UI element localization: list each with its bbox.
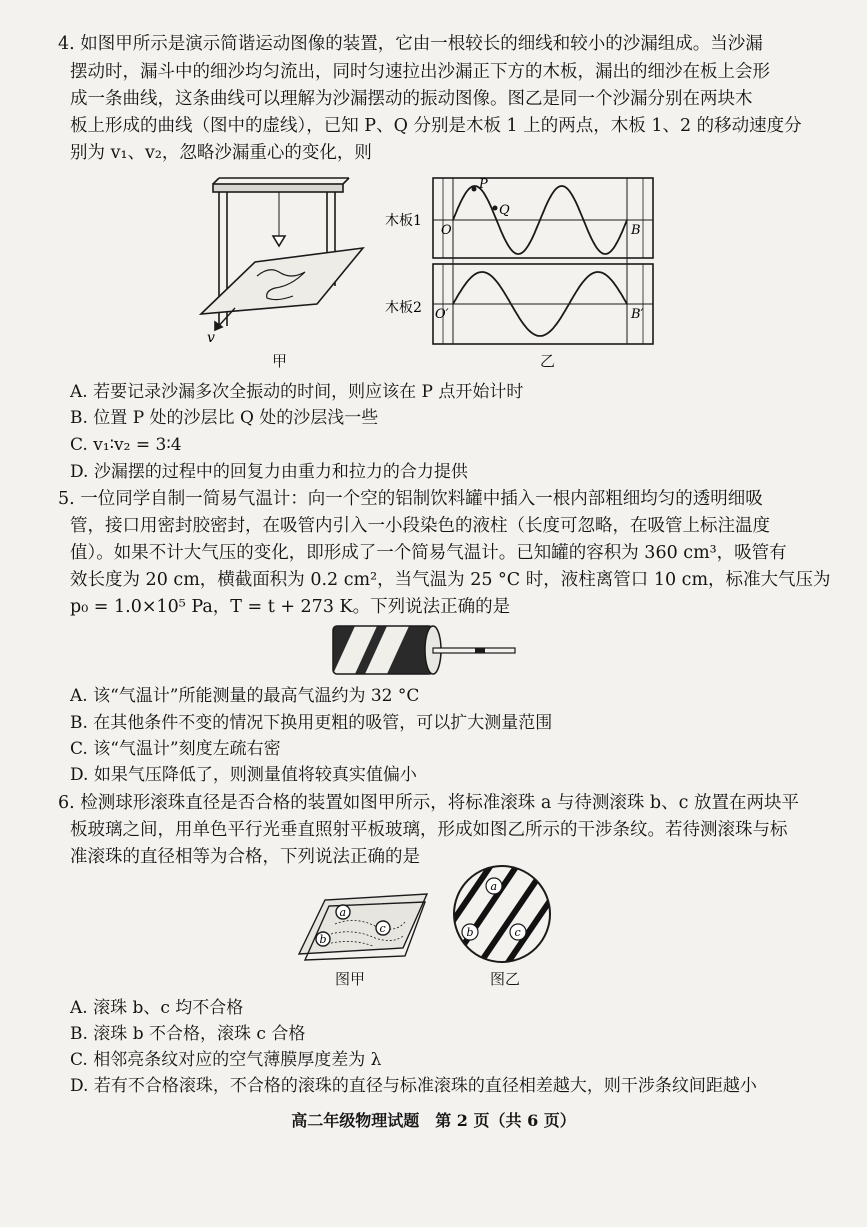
q6-line-3: 准滚珠的直径相等为合格，下列说法正确的是 (70, 847, 420, 867)
q4-label-b-prime: B′ (631, 307, 644, 322)
q5-line-5: p₀ = 1.0×10⁵ Pa，T = t + 273 K。下列说法正确的是 (70, 597, 511, 617)
q4-line-2: 摆动时，漏斗中的细沙均匀流出，同时匀速拉出沙漏正下方的木板，漏出的细沙在板上会形 (70, 62, 770, 82)
q4-velocity-label: v (207, 330, 215, 346)
q4-figure-yi (385, 172, 660, 347)
q4-line-3: 成一条曲线，这条曲线可以理解为沙漏摆动的振动图像。图乙是同一个沙漏分别在两块木 (70, 89, 753, 109)
q5-line-1: 5. 一位同学自制一简易气温计：向一个空的铝制饮料罐中插入一根内部粗细均匀的透明细吸 (58, 489, 763, 509)
q6-yi-ball-a: a (490, 880, 498, 893)
q4-fig-yi-caption: 乙 (540, 352, 556, 370)
q4-fig-jia-caption: 甲 (272, 352, 288, 370)
q6-line-1: 6. 检测球形滚珠直径是否合格的装置如图甲所示，将标准滚珠 a 与待测滚珠 b、c 放置在两块平 (58, 793, 799, 813)
q6-figure-yi (450, 862, 555, 967)
q6-option-b: B. 滚珠 b 不合格，滚珠 c 合格 (70, 1024, 306, 1044)
q6-fig-jia-caption: 图甲 (335, 970, 366, 988)
q4-option-b: B. 位置 P 处的沙层比 Q 处的沙层浅一些 (70, 408, 379, 428)
q5-option-a: A. 该“气温计”所能测量的最高气温约为 32 °C (70, 686, 420, 706)
q4-board2-label: 木板2 (385, 300, 422, 316)
q4-label-p: P (479, 177, 488, 192)
q6-yi-ball-c: c (514, 926, 521, 939)
q5-option-c: C. 该“气温计”刻度左疏右密 (70, 739, 281, 759)
q4-figure-jia (195, 176, 370, 346)
q6-fig-yi-caption: 图乙 (490, 970, 521, 988)
q4-point-q (493, 206, 498, 211)
q6-option-c: C. 相邻亮条纹对应的空气薄膜厚度差为 λ (70, 1050, 382, 1070)
q5-line-3: 值）。如果不计大气压的变化，即形成了一个简易气温计。已知罐的容积为 360 cm³，吸管有 (70, 543, 787, 563)
q5-can-thermometer-figure (325, 622, 520, 678)
q4-board1-label: 木板1 (385, 213, 422, 229)
q6-line-2: 板玻璃之间，用单色平行光垂直照射平板玻璃，形成如图乙所示的干涉条纹。若待测滚珠与标 (70, 820, 788, 840)
q4-label-q: Q (499, 203, 510, 218)
q4-point-p (472, 187, 477, 192)
q6-jia-ball-b: b (319, 933, 327, 946)
q4-label-o-prime: O′ (435, 307, 449, 322)
q5-option-d: D. 如果气压降低了，则测量值将较真实值偏小 (70, 765, 417, 785)
q4-option-a: A. 若要记录沙漏多次全振动的时间，则应该在 P 点开始计时 (70, 382, 524, 402)
q4-line-4: 板上形成的曲线（图中的虚线），已知 P、Q 分别是木板 1 上的两点，木板 1、2 的移动速度分 (70, 116, 802, 136)
q5-option-b: B. 在其他条件不变的情况下换用更粗的吸管，可以扩大测量范围 (70, 713, 553, 733)
page-footer: 高二年级物理试题 第 2 页（共 6 页） (291, 1111, 576, 1130)
q6-yi-ball-b: b (466, 926, 474, 939)
q6-jia-ball-a: a (339, 906, 347, 919)
q4-line-5: 别为 v₁、v₂，忽略沙漏重心的变化，则 (70, 143, 372, 163)
q4-option-d: D. 沙漏摆的过程中的回复力由重力和拉力的合力提供 (70, 462, 468, 482)
q5-line-4: 效长度为 20 cm，横截面积为 0.2 cm²，当气温为 25 °C 时，液柱离管口 10 cm，标准大气压为 (70, 570, 831, 590)
q4-line-1: 4. 如图甲所示是演示简谐运动图像的装置，它由一根较长的细线和较小的沙漏组成。当沙漏 (58, 34, 763, 54)
q6-option-d: D. 若有不合格滚珠，不合格的滚珠的直径与标准滚珠的直径相差越大，则干涉条纹间距越小 (70, 1076, 757, 1096)
q5-line-2: 管，接口用密封胶密封，在吸管内引入一小段染色的液柱（长度可忽略，在吸管上标注温度 (70, 516, 770, 536)
q4-label-o: O (441, 223, 452, 238)
q4-option-c: C. v₁∶v₂ = 3∶4 (70, 435, 182, 455)
q6-jia-ball-c: c (379, 922, 386, 935)
q6-figure-jia (295, 884, 430, 964)
q6-option-a: A. 滚珠 b、c 均不合格 (70, 998, 244, 1018)
q4-label-b: B (631, 223, 641, 238)
